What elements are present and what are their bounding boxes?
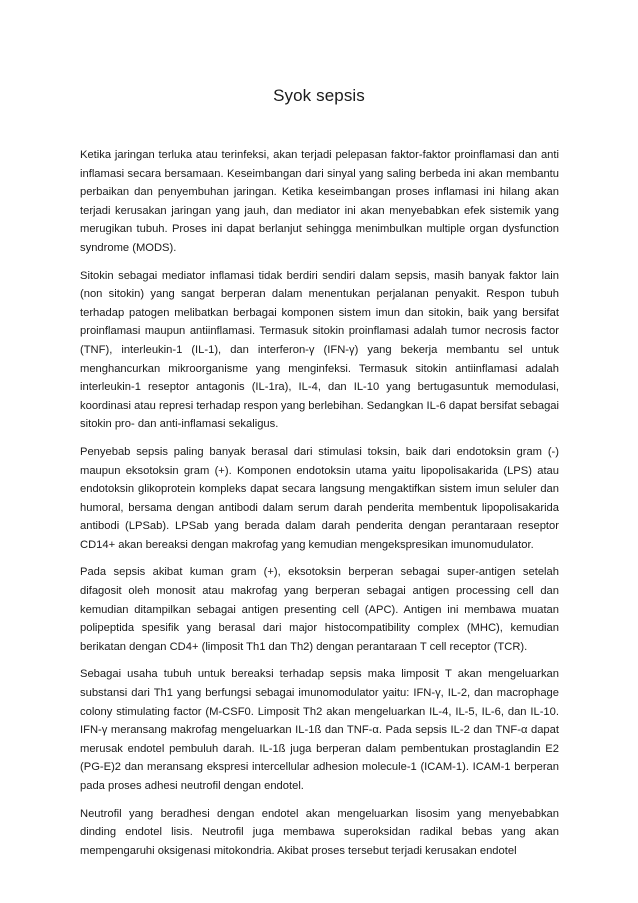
paragraph: Penyebab sepsis paling banyak berasal dari stimulasi toksin, baik dari endotoksin gram (-) maupun eksotoksin gram (+). Komponen endotoksin utama yaitu lipopolisakarida (LPS) atau endotoksin glikoprotein kompleks dapat secara langsung mengaktifkan sistem imun seluler dan humoral, bersama dengan antibodi dalam serum darah penderita membentuk lipopolisakarida antibodi (LPSab). LPSab yang berada dalam darah penderita dengan perantaraan reseptor CD14+ akan bereaksi dengan makrofag yang kemudian mengekspresikan imunomudulator. — [80, 445, 559, 551]
document-title: Syok sepsis — [273, 86, 365, 105]
paragraph: Ketika jaringan terluka atau terinfeksi, akan terjadi pelepasan faktor-faktor proinflamasi dan anti inflamasi secara bersamaan. Keseimbangan dari sinyal yang saling berbeda ini akan membantu perbaikan dan penyembuhan jaringan. Ketika keseimbangan proses inflamasi ini hilang akan terjadi kerusakan jaringan yang jauh, dan mediator ini akan menyebabkan efek sistemik yang merugikan tubuh. Proses ini dapat berlanjut sehingga menimbulkan multiple organ dysfunction syndrome (MODS). — [80, 149, 559, 254]
paragraph: Pada sepsis akibat kuman gram (+), eksotoksin berperan sebagai super-antigen setelah difagosit oleh monosit atau makrofag yang berperan sebagai antigen processing cell dan kemudian ditampilkan sebagai antigen presenting cell (APC). Antigen ini membawa muatan polipeptida spesifik yang berasal dari major histocompatibility complex (MHC), kemudian berikatan dengan CD4+ (limposit Th1 dan Th2) dengan perantaraan T cell receptor (TCR). — [80, 566, 559, 653]
paragraph: Neutrofil yang beradhesi dengan endotel akan mengeluarkan lisosim yang menyebabkan dinding endotel lisis. Neutrofil juga membawa superoksidan radikal bebas yang akan mempengaruhi oksigenasi mitokondria. Akibat proses tersebut terjadi kerusakan endotel — [80, 807, 559, 857]
paragraph: Sitokin sebagai mediator inflamasi tidak berdiri sendiri dalam sepsis, masih banyak faktor lain (non sitokin) yang sangat berperan dalam menentukan perjalanan penyakit. Respon tubuh terhadap patogen melibatkan berbagai komponen sistem imun dan sitokin, baik yang bersifat proinflamasi maupun antiinflamasi. Termasuk sitokin proinflamasi adalah tumor necrosis factor (TNF), interleukin-1 (IL-1), dan interferon-γ (IFN-γ) yang bekerja membantu sel untuk menghancurkan mikroorganisme yang menginfeksi. Termasuk sitokin antiinflamasi adalah interleukin-1 reseptor antagonis (IL-1ra), IL-4, dan IL-10 yang bertugasuntuk memodulasi, koordinasi atau represi terhadap respon yang berlebihan. Sedangkan IL-6 dapat bersifat sebagai sitokin pro- dan anti-inflamasi sekaligus. — [80, 269, 559, 431]
document-body — [80, 146, 559, 869]
paragraph: Sebagai usaha tubuh untuk bereaksi terhadap sepsis maka limposit T akan mengeluarkan substansi dari Th1 yang berfungsi sebagai imunomodulator yaitu: IFN-γ, IL-2, dan macrophage colony stimulating factor (M-CSF0. Limposit Th2 akan mengeluarkan IL-4, IL-5, IL-6, dan IL-10. IFN-γ meransang makrofag mengeluarkan IL-1ß dan TNF-α. Pada sepsis IL-2 dan TNF-α dapat merusak endotel pembuluh darah. IL-1ß juga berperan dalam pembentukan prostaglandin E2 (PG-E)2 dan meransang ekspresi intercellular adhesion molecule-1 (ICAM-1). ICAM-1 berperan pada proses adhesi neutrofil dengan endotel. — [80, 668, 559, 792]
